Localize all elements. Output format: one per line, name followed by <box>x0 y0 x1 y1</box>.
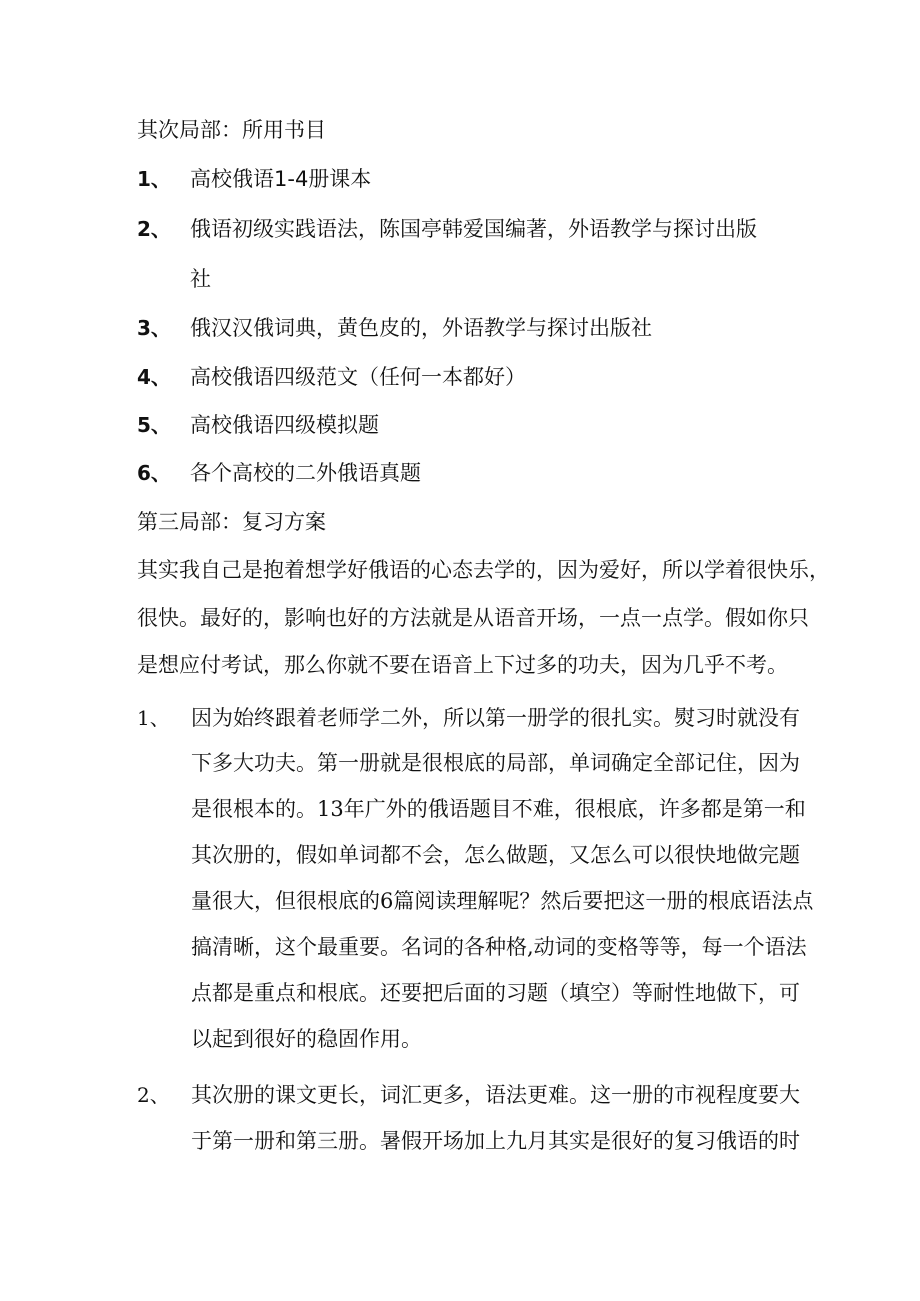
list-item-text: 于第一册和第三册。暑假开场加上九月其实是很好的复习俄语的时 <box>191 1129 800 1153</box>
list-item-text: 各个高校的二外俄语真题 <box>190 461 421 485</box>
list-number: 1、 <box>137 706 170 730</box>
list-number: 2、 <box>137 217 171 241</box>
list-item-text: 俄汉汉俄词典，黄色皮的，外语教学与探讨出版社 <box>190 316 652 340</box>
list-item-text: 其次册的课文更长，词汇更多，语法更难。这一册的市视程度要大 <box>191 1083 800 1107</box>
paragraph-line: 很快。最好的，影响也好的方法就是从语音开场，一点一点学。假如你只 <box>137 606 809 630</box>
list-item-text: 因为始终跟着老师学二外，所以第一册学的很扎实。熨习时就没有 <box>191 706 800 730</box>
list-number: 5、 <box>137 413 171 437</box>
list-number: 1、 <box>137 167 171 191</box>
paragraph-line: 是想应付考试，那么你就不要在语音上下过多的功夫，因为几乎不考。 <box>137 653 788 677</box>
list-number: 6、 <box>137 461 171 485</box>
list-item-text: 点都是重点和根底。还要把后面的习题（填空）等耐性地做下，可 <box>191 981 800 1005</box>
list-item-text: 高校俄语四级模拟题 <box>190 413 379 437</box>
list-item-text: 高校俄语1-4册课本 <box>190 167 372 191</box>
list-number: 4、 <box>137 365 171 389</box>
list-item-text: 搞清晰，这个最重要。名词的各种格,动词的变格等等，每一个语法 <box>191 935 807 959</box>
list-item-text: 下多大功夫。第一册就是很根底的局部，单词确定全部记住，因为 <box>191 751 800 775</box>
paragraph-line: 其实我自己是抱着想学好俄语的心态去学的，因为爱好，所以学着很快乐， <box>137 558 830 582</box>
list-number: 2、 <box>137 1083 170 1107</box>
list-item-text: 其次册的，假如单词都不会，怎么做题，又怎么可以很快地做完题 <box>191 843 800 867</box>
section-heading-booklist: 其次局部：所用书目 <box>137 118 326 142</box>
list-item-text: 是很根本的。13年广外的俄语题目不难，很根底，许多都是第一和 <box>191 797 806 821</box>
list-item-text: 量很大，但很根底的6篇阅读理解呢？然后要把这一册的根底语法点 <box>191 889 814 913</box>
list-item-text: 以起到很好的稳固作用。 <box>191 1027 422 1051</box>
list-number: 3、 <box>137 316 171 340</box>
section-heading-plan: 第三局部：复习方案 <box>137 510 326 534</box>
list-item-text: 社 <box>190 267 211 291</box>
list-item-text: 高校俄语四级范文（任何一本都好） <box>190 365 526 389</box>
list-item-text: 俄语初级实践语法，陈国亭韩爱国编著，外语教学与探讨出版 <box>190 217 757 241</box>
